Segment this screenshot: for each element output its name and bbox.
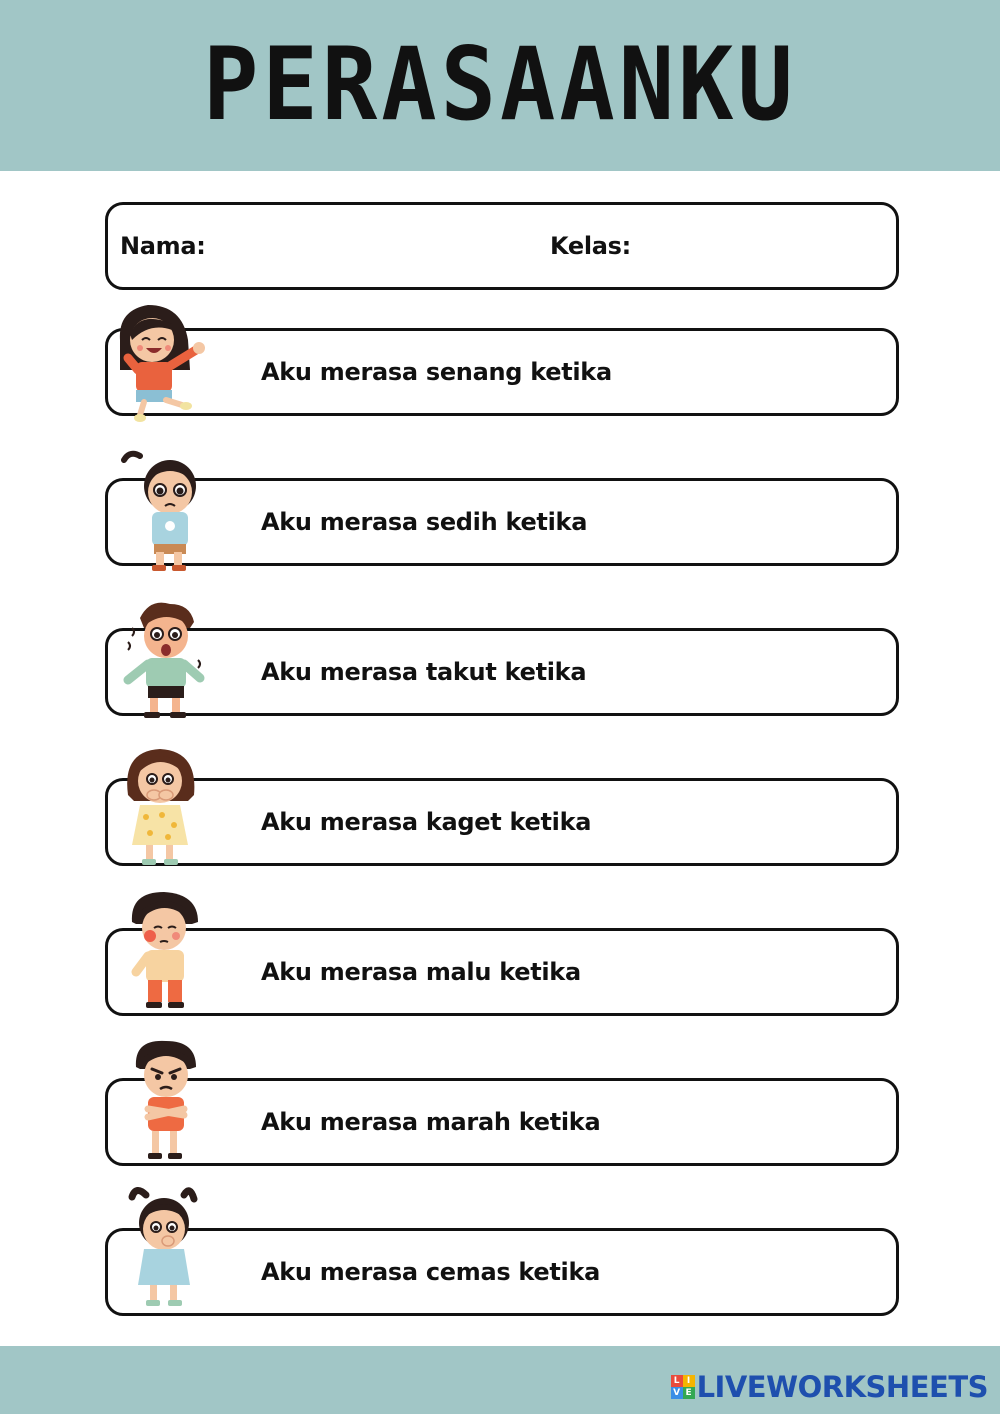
footer-banner (0, 1346, 1000, 1414)
feeling-box-kaget (105, 778, 899, 866)
feeling-prompt-takut: Aku merasa takut ketika (261, 658, 587, 686)
shy-child-icon (110, 888, 210, 1013)
angry-child-icon (110, 1037, 210, 1162)
feeling-box-sedih (105, 478, 899, 566)
feeling-box-cemas (105, 1228, 899, 1316)
liveworksheets-logo-icon: L I V E (671, 1375, 695, 1399)
page-title: PERASAANKU (203, 25, 797, 144)
feeling-prompt-marah: Aku merasa marah ketika (261, 1108, 601, 1136)
feeling-box-marah (105, 1078, 899, 1166)
happy-child-icon (110, 300, 210, 425)
feeling-box-senang (105, 328, 899, 416)
liveworksheets-logo[interactable] (671, 1370, 988, 1404)
feeling-box-takut (105, 628, 899, 716)
feeling-prompt-kaget: Aku merasa kaget ketika (261, 808, 592, 836)
sad-child-icon (110, 448, 210, 573)
class-label: Kelas: (550, 232, 631, 260)
surprised-child-icon (110, 745, 210, 870)
name-label: Nama: (120, 232, 206, 260)
feeling-prompt-cemas: Aku merasa cemas ketika (261, 1258, 601, 1286)
name-class-box (105, 202, 899, 290)
header-banner (0, 0, 1000, 171)
anxious-child-icon (110, 1185, 210, 1310)
feeling-prompt-sedih: Aku merasa sedih ketika (261, 508, 588, 536)
feeling-prompt-senang: Aku merasa senang ketika (261, 358, 612, 386)
feeling-box-malu (105, 928, 899, 1016)
brand-name: LIVEWORKSHEETS (696, 1370, 988, 1404)
scared-child-icon (110, 598, 210, 723)
feeling-prompt-malu: Aku merasa malu ketika (261, 958, 581, 986)
